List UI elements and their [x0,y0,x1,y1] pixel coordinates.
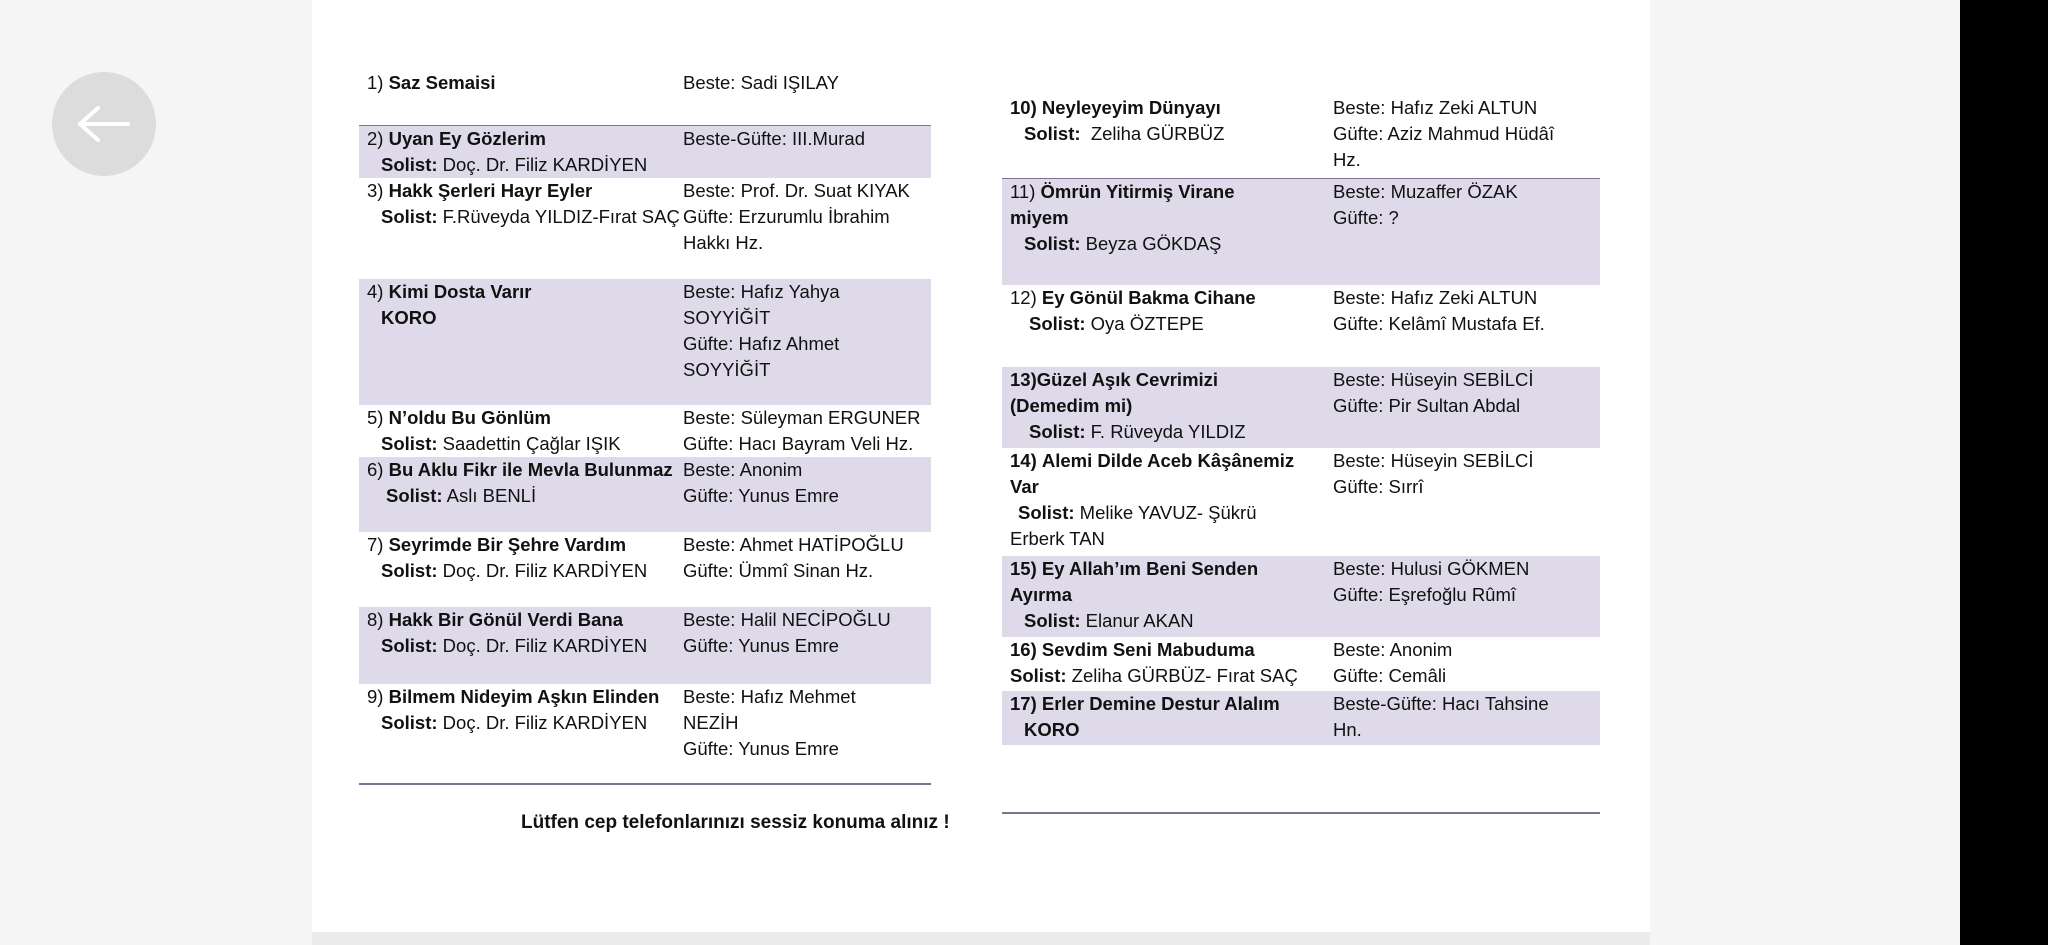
soloist-name: Melike YAVUZ- Şükrü [1079,502,1257,523]
program-item-10 [1002,95,1600,179]
item-credit: Beste: Hafız Zeki ALTUN [1333,97,1538,118]
soloist-name: Elanur AKAN [1085,610,1194,631]
item-credit: Güfte: Hacı Bayram Veli Hz. [683,433,914,454]
item-title: Ömrün Yitirmiş Virane [1040,181,1235,202]
item-credit: Güfte: Pir Sultan Abdal [1333,395,1521,416]
page-gap [312,932,1650,945]
item-credit: Güfte: Yunus Emre [683,635,839,656]
item-credit: Güfte: Eşrefoğlu Rûmî [1333,584,1517,605]
item-credit: Güfte: Sırrî [1333,476,1424,497]
item-credit: Güfte: Erzurumlu İbrahim [683,206,890,227]
item-credit: Beste-Güfte: III.Murad [683,128,865,149]
soloist-label: Solist: [1010,665,1067,686]
item-number: 16) [1010,639,1037,660]
soloist-label: Solist: [1024,610,1081,631]
soloist-label: Solist: [381,712,438,733]
item-credit: Hn. [1333,719,1362,740]
soloist-label: Solist: [381,206,438,227]
program-item-16 [1002,637,1600,691]
back-button[interactable] [52,72,156,176]
item-credit: Beste: Hüseyin SEBİLCİ [1333,369,1534,390]
item-credit: Beste: Halil NECİPOĞLU [683,609,891,630]
soloist-label: Solist: [381,635,438,656]
item-title-continued: Ayırma [1010,584,1073,605]
item-title: Erler Demine Destur Alalım [1041,693,1280,714]
item-number: 17) [1010,693,1037,714]
program-right-column [1002,95,1600,745]
item-credit: Beste: Süleyman ERGUNER [683,407,921,428]
item-number: 3) [367,180,384,201]
soloist-name: Doç. Dr. Filiz KARDİYEN [442,712,648,733]
soloist-name: Doç. Dr. Filiz KARDİYEN [442,154,648,175]
item-title-continued: (Demedim mi) [1010,395,1133,416]
soloist-label: Solist: [1018,502,1075,523]
item-number: 7) [367,534,384,555]
arrow-left-icon [76,104,132,144]
item-credit: Beste: Hüseyin SEBİLCİ [1333,450,1534,471]
divider-line [359,783,931,785]
program-item-6 [359,457,931,532]
program-item-11 [1002,179,1600,285]
soloist-name: Saadettin Çağlar IŞIK [442,433,621,454]
item-credit: Beste: Anonim [1333,639,1453,660]
item-number: 15) [1010,558,1037,579]
soloist-name: Doç. Dr. Filiz KARDİYEN [442,635,648,656]
soloist-label: KORO [1024,719,1080,740]
item-number: 12) [1010,287,1037,308]
item-title: Alemi Dilde Aceb Kâşânemiz [1041,450,1295,471]
program-item-4 [359,279,931,405]
item-credit: SOYYİĞİT [683,307,771,328]
soloist-label: Solist: [381,433,438,454]
item-number: 1) [367,72,384,93]
soloist-label: Solist: [386,485,443,506]
item-title: Sevdim Seni Mabuduma [1041,639,1255,660]
soloist-label: Solist: [1024,233,1081,254]
item-title: Bilmem Nideyim Aşkın Elinden [388,686,660,707]
item-title-continued: miyem [1010,207,1069,228]
item-credit: Beste: Anonim [683,459,803,480]
item-credit: Güfte: Kelâmî Mustafa Ef. [1333,313,1545,334]
soloist-name: Zeliha GÜRBÜZ- Fırat SAÇ [1071,665,1298,686]
item-credit: Beste: Hafız Yahya [683,281,840,302]
item-credit: Güfte: Yunus Emre [683,485,839,506]
soloist-name: F. Rüveyda YILDIZ [1090,421,1246,442]
item-number: 8) [367,609,384,630]
soloist-name: Zeliha GÜRBÜZ [1090,123,1225,144]
screen-edge-strip [1960,0,2048,945]
program-item-12 [1002,285,1600,367]
item-credit: Güfte: ? [1333,207,1399,228]
soloist-label: Solist: [1029,313,1086,334]
item-number: 14) [1010,450,1037,471]
item-number: 9) [367,686,384,707]
item-title: Bu Aklu Fikr ile Mevla Bulunmaz [388,459,673,480]
soloist-label: Solist: [381,154,438,175]
item-number: 2) [367,128,384,149]
program-item-13 [1002,367,1600,448]
soloist-label: KORO [381,307,437,328]
soloist-label: Solist: [1029,421,1086,442]
item-title: Kimi Dosta Varır [388,281,532,302]
program-item-2 [359,126,931,178]
item-title: Hakk Bir Gönül Verdi Bana [388,609,623,630]
item-title: Hakk Şerleri Hayr Eyler [388,180,593,201]
soloist-name: Aslı BENLİ [446,485,537,506]
item-number: 4) [367,281,384,302]
item-credit: Beste-Güfte: Hacı Tahsine [1333,693,1549,714]
item-credit: Güfte: Ümmî Sinan Hz. [683,560,874,581]
footer-notice: Lütfen cep telefonlarınızı sessiz konuma alınız ! [521,812,950,833]
program-item-7 [359,532,931,607]
document-page [312,0,1650,932]
item-credit: Güfte: Aziz Mahmud Hüdâî [1333,123,1555,144]
program-item-14 [1002,448,1600,556]
item-title: Neyleyeyim Dünyayı [1041,97,1221,118]
soloist-name: F.Rüveyda YILDIZ-Fırat SAÇ [442,206,680,227]
item-title-continued: Var [1010,476,1039,497]
item-credit: Beste: Hafız Zeki ALTUN [1333,287,1538,308]
item-title: N’oldu Bu Gönlüm [388,407,551,428]
item-title: Ey Allah’ım Beni Senden [1041,558,1259,579]
item-title: Saz Semaisi [388,72,496,93]
program-item-15 [1002,556,1600,637]
program-item-9 [359,684,931,784]
soloist-name: Doç. Dr. Filiz KARDİYEN [442,560,648,581]
program-left-column [359,70,931,784]
program-item-3 [359,178,931,279]
item-credit: Hz. [1333,149,1361,170]
item-title: Uyan Ey Gözlerim [388,128,546,149]
item-number: 10) [1010,97,1037,118]
program-item-5 [359,405,931,457]
soloist-name: Beyza GÖKDAŞ [1085,233,1222,254]
program-item-8 [359,607,931,684]
item-credit: Güfte: Yunus Emre [683,738,839,759]
item-credit: Beste: Sadi IŞILAY [683,72,839,93]
soloist-name: Oya ÖZTEPE [1090,313,1204,334]
item-number: 11) [1010,181,1036,202]
item-credit: Güfte: Hafız Ahmet [683,333,840,354]
item-title: Güzel Aşık Cevrimizi [1036,369,1219,390]
soloist-label: Solist: [1024,123,1081,144]
program-item-1 [359,70,931,126]
soloist-name-continued: Erberk TAN [1010,528,1105,549]
item-title: Ey Gönül Bakma Cihane [1041,287,1256,308]
item-number: 5) [367,407,384,428]
item-credit: Beste: Ahmet HATİPOĞLU [683,534,904,555]
item-title: Seyrimde Bir Şehre Vardım [388,534,627,555]
program-item-17 [1002,691,1600,745]
item-credit: Güfte: Cemâli [1333,665,1447,686]
item-credit: SOYYİĞİT [683,359,771,380]
item-credit: NEZİH [683,712,739,733]
item-number: 13) [1010,369,1037,390]
item-credit: Beste: Hafız Mehmet [683,686,856,707]
item-credit: Beste: Muzaffer ÖZAK [1333,181,1518,202]
soloist-label: Solist: [381,560,438,581]
item-credit: Beste: Prof. Dr. Suat KIYAK [683,180,910,201]
item-credit: Beste: Hulusi GÖKMEN [1333,558,1530,579]
item-number: 6) [367,459,384,480]
item-credit: Hakkı Hz. [683,232,764,253]
